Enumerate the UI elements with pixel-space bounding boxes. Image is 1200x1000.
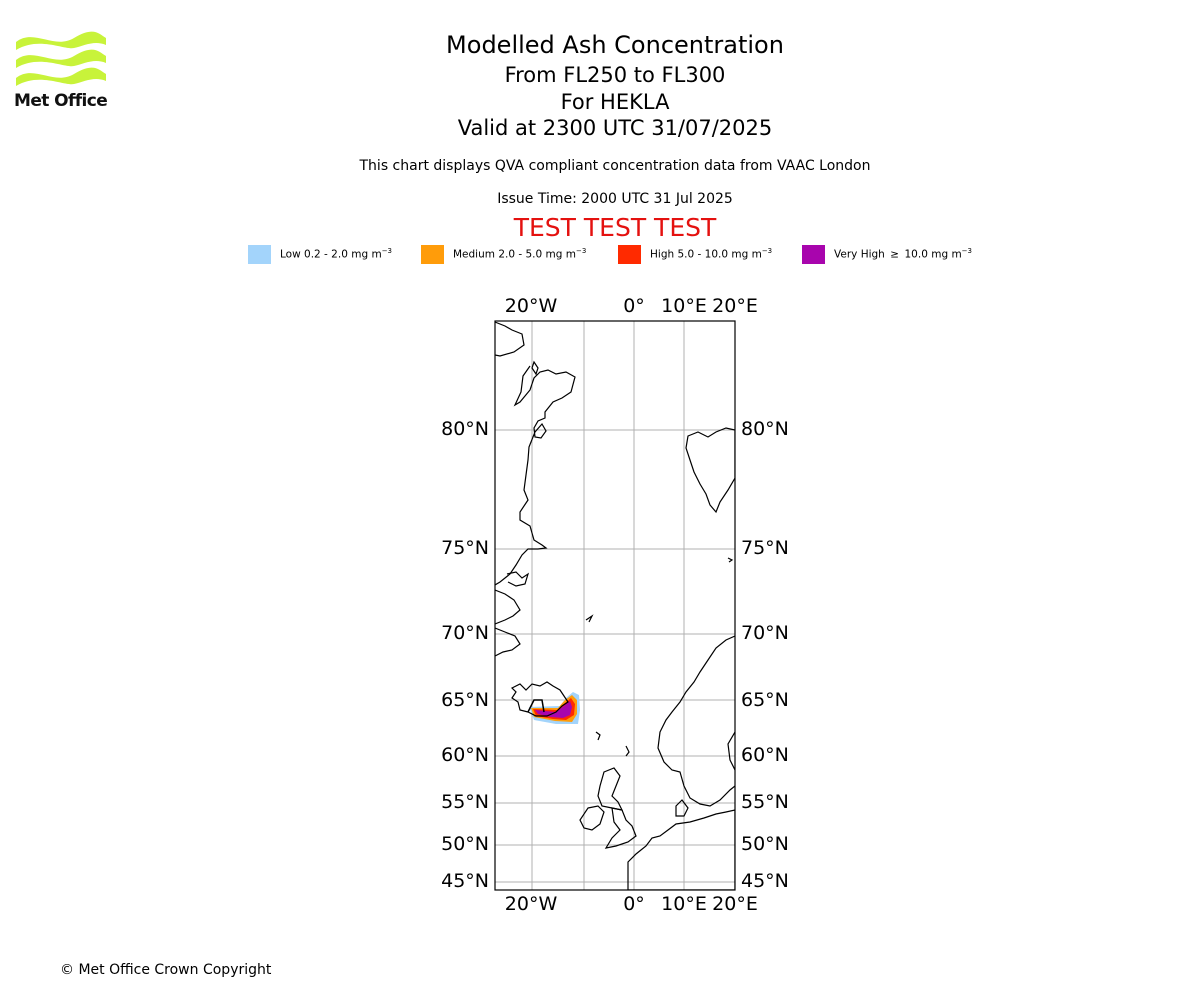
lat-label-left-45n: 45°N: [441, 870, 489, 892]
lat-label-right-80n: 80°N: [741, 418, 789, 440]
graticule: [495, 321, 735, 890]
lat-label-left-80n: 80°N: [441, 418, 489, 440]
lat-label-right-50n: 50°N: [741, 833, 789, 855]
shetland: [626, 746, 629, 756]
baltic-coast: [728, 732, 735, 770]
lat-labels-right: [741, 418, 789, 892]
copyright-notice: © Met Office Crown Copyright: [60, 962, 272, 978]
lat-label-right-75n: 75°N: [741, 537, 789, 559]
legend-label-low: Low 0.2 - 2.0 mg $m^{-3}$: [280, 247, 393, 261]
lon-label-bottom-0: 0°: [623, 893, 645, 915]
map-area: [495, 321, 735, 890]
lon-label-top-0: 0°: [623, 295, 645, 317]
lat-label-left-55n: 55°N: [441, 791, 489, 813]
lon-labels-bottom: [505, 893, 758, 915]
chart-title: Modelled Ash Concentration: [446, 31, 784, 59]
legend-label-very-high: Very High ≥ 10.0 mg $m^{-3}$: [834, 247, 972, 261]
lon-labels-top: [505, 295, 758, 317]
lat-label-left-60n: 60°N: [441, 744, 489, 766]
lon-label-top-20w: 20°W: [504, 295, 558, 317]
ash-plume: [529, 692, 580, 724]
chart-description: This chart displays QVA compliant concentration data from VAAC London: [359, 158, 871, 174]
scotland: [598, 768, 622, 810]
greenland-island-1: [532, 362, 538, 374]
lon-label-bottom-20w: 20°W: [504, 893, 558, 915]
volcano-name: For HEKLA: [560, 90, 670, 114]
lat-label-left-70n: 70°N: [441, 622, 489, 644]
legend-label-medium: Medium 2.0 - 5.0 mg $m^{-3}$: [453, 247, 587, 261]
svalbard: [686, 428, 735, 512]
greenland-fjord-2: [495, 628, 520, 656]
lat-label-left-50n: 50°N: [441, 833, 489, 855]
lat-label-right-65n: 65°N: [741, 689, 789, 711]
lon-label-top-10e: 10°E: [661, 295, 707, 317]
faroe-islands: [596, 732, 600, 740]
greenland-fjord-1: [495, 590, 520, 624]
map-frame: [495, 321, 735, 890]
scandinavia: [658, 636, 735, 806]
bear-island: [728, 558, 732, 562]
coastlines: [495, 322, 735, 890]
issue-time: Issue Time: 2000 UTC 31 Jul 2025: [497, 191, 733, 207]
legend-label-high: High 5.0 - 10.0 mg $m^{-3}$: [650, 247, 773, 261]
greenland-north: [495, 322, 524, 356]
lat-label-right-55n: 55°N: [741, 791, 789, 813]
lat-label-left-65n: 65°N: [441, 689, 489, 711]
test-banner: TEST TEST TEST: [513, 213, 717, 242]
denmark: [676, 800, 688, 816]
lon-label-bottom-20e: 20°E: [712, 893, 758, 915]
lat-label-left-75n: 75°N: [441, 537, 489, 559]
jan-mayen: [586, 616, 592, 622]
lat-label-right-60n: 60°N: [741, 744, 789, 766]
flight-level-range: From FL250 to FL300: [504, 63, 726, 87]
continental-europe: [628, 810, 735, 890]
greenland-east-coast: [495, 366, 575, 585]
logo-wordmark: Met Office: [14, 91, 108, 111]
lat-labels-left: [441, 418, 489, 892]
lon-label-bottom-10e: 10°E: [661, 893, 707, 915]
lon-label-top-20e: 20°E: [712, 295, 758, 317]
lat-label-right-70n: 70°N: [741, 622, 789, 644]
valid-time: Valid at 2300 UTC 31/07/2025: [457, 116, 773, 140]
england: [606, 808, 636, 848]
lat-label-right-45n: 45°N: [741, 870, 789, 892]
